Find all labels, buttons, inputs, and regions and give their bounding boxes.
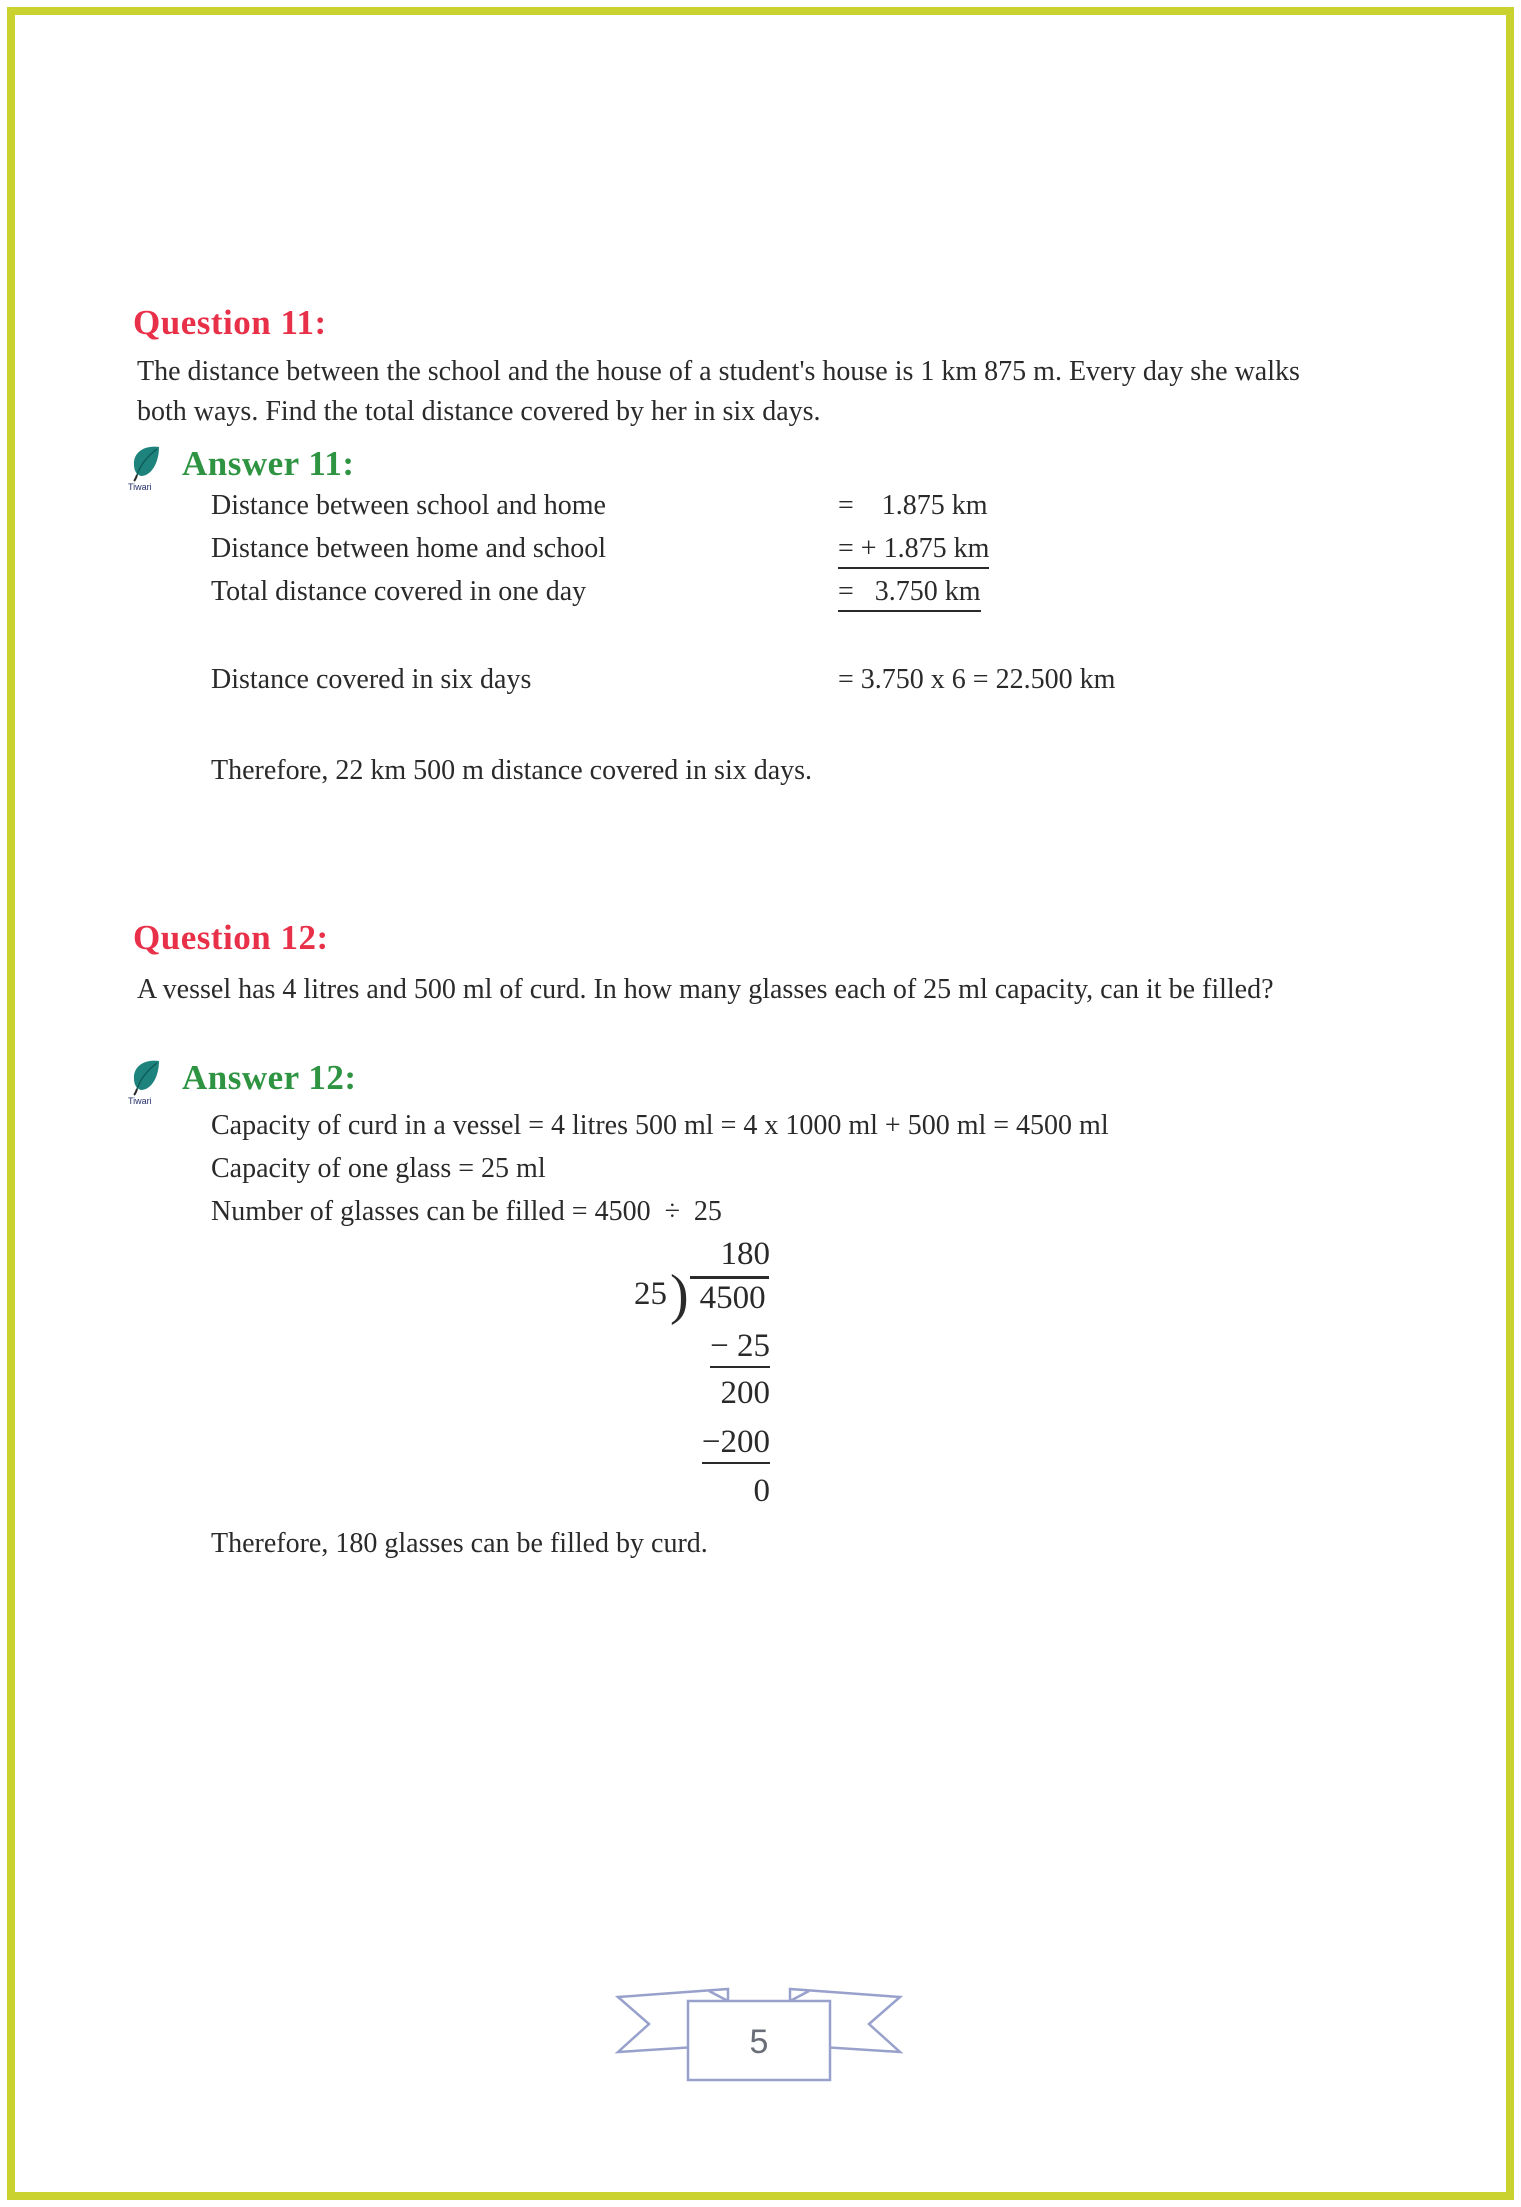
- row-value-underlined: = 3.750 km: [838, 576, 981, 612]
- answer-12-line: Capacity of one glass = 25 ml: [211, 1153, 546, 1184]
- division-bracket: ): [670, 1264, 689, 1326]
- working-row: [211, 664, 1331, 707]
- answer-12-conclusion: Therefore, 180 glasses can be filled by curd.: [211, 1528, 708, 1559]
- six-days-row: [211, 664, 1331, 707]
- division-step: [628, 1424, 782, 1464]
- answer-11-heading: [126, 444, 355, 492]
- answer-12-line: Capacity of curd in a vessel = 4 litres 500 ml = 4 x 1000 ml + 500 ml = 4500 ml: [211, 1110, 1109, 1141]
- leaf-stem: [134, 1089, 137, 1095]
- question-11-text: The distance between the school and the house of a student's house is 1 km 875 m. Every day she walks both ways. Find the total distance covered by her in six days.: [137, 356, 1300, 427]
- working-row: [211, 490, 1331, 533]
- division-step-value: −200: [702, 1424, 770, 1464]
- row-label: Total distance covered in one day: [211, 576, 587, 607]
- answer-11-label: Answer 11:: [182, 444, 355, 483]
- tiwari-leaf-icon: [126, 444, 166, 492]
- division-quotient: 180: [720, 1236, 770, 1272]
- tiwari-leaf-icon: [126, 1058, 166, 1106]
- question-12-text: A vessel has 4 litres and 500 ml of curd. In how many glasses each of 25 ml capacity, can it be filled?: [137, 974, 1274, 1005]
- answer-12-label: Answer 12:: [182, 1058, 357, 1097]
- division-step-value: 200: [720, 1375, 770, 1411]
- division-step: [628, 1375, 782, 1413]
- row-label: Distance between home and school: [211, 533, 606, 564]
- page-number-banner: [612, 1984, 906, 2088]
- row-value: = 3.750 x 6 = 22.500 km: [838, 664, 1116, 695]
- logo-wordmark: Tiwari: [128, 1096, 152, 1106]
- logo-wordmark: Tiwari: [128, 482, 152, 492]
- page-number: 5: [749, 2023, 769, 2061]
- answer-12-heading: [126, 1058, 356, 1106]
- row-value: = 1.875 km: [838, 490, 988, 521]
- division-dividend: 4500: [690, 1276, 769, 1316]
- division-step: [628, 1473, 787, 1511]
- row-value-underlined: = + 1.875 km: [838, 533, 989, 569]
- leaf-stem: [134, 475, 137, 481]
- answer-11-conclusion: Therefore, 22 km 500 m distance covered in six days.: [211, 755, 813, 786]
- division-remainder: 0: [753, 1473, 770, 1509]
- division-line: [628, 1264, 770, 1326]
- answer-12-line: Number of glasses can be filled = 4500 ÷ 25: [211, 1196, 722, 1227]
- question-12-heading: Question 12:: [133, 918, 329, 957]
- row-label: Distance between school and home: [211, 490, 606, 521]
- row-label: Distance covered in six days: [211, 664, 532, 695]
- working-row: [211, 533, 1331, 576]
- division-divisor: 25: [634, 1276, 667, 1312]
- division-step-value: − 25: [710, 1328, 770, 1368]
- division-step: [628, 1328, 778, 1368]
- answer-11-working: [211, 490, 1331, 619]
- question-11-heading: Question 11:: [133, 303, 327, 342]
- working-row: [211, 576, 1331, 619]
